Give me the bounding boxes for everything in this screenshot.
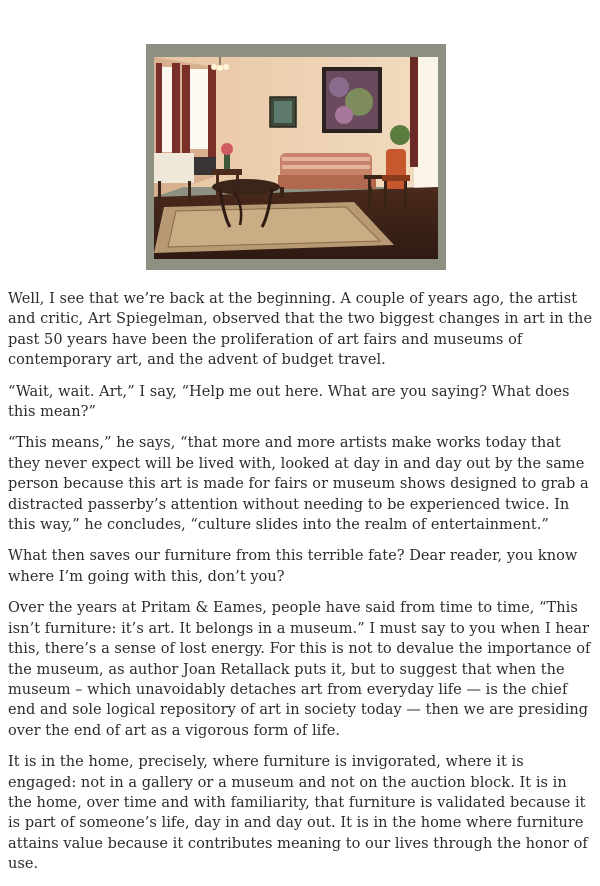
paragraph-3: “This means,” he says, “that more and more artists make works today that they never expect will be lived with, looked at day in and day out by the same person because this art is made for fairs or museum shows designed to grab a distracted passerby’s attention without needing to be experienced twice. In this way,” he concludes, “culture slides into the realm of entertainment.”: [8, 435, 589, 534]
paragraph-5: Over the years at Pritam & Eames, people have said from time to time, “This isn’t furniture: it’s art. It belongs in a museum.” I must say to you when I hear this, there’s a sense of lost energy. For this is not to devalue the importance of the museum, as author Joan Retallack puts it, but to suggest that when the museum – which unavoidably detaches art from everyday life — is the chief end and sole logical repository of art in society today — then we are presiding over the end of art as a vigorous form of life.: [8, 600, 591, 739]
paragraph-4: What then saves our furniture from this terrible fate? Dear reader, you know where I’m going with this, don’t you?: [8, 548, 578, 585]
article-body: [8, 289, 594, 886]
living-room-photo: [154, 57, 438, 259]
paragraph-2: “Wait, wait. Art,” I say, “Help me out here. What are you saying? What does this mean?”: [8, 383, 570, 421]
paragraph-1: Well, I see that we’re back at the beginning. A couple of years ago, the artist and critic, Art Spiegelman, observed that the two biggest changes in art in the past 50 years have been the proliferation of art fairs and museums of contemporary art, and the advent of budget travel.: [8, 291, 593, 369]
photo-frame: [146, 44, 446, 270]
paragraph-6: It is in the home, precisely, where furniture is invigorated, where it is engaged: not in a gallery or a museum and not on the auction block. It is in the home, over time and with familiarity, that furniture is validated because it is part of someone’s life, day in and day out. It is in the home where furniture attains value because it contributes meaning to our lives through the honor of use.: [8, 754, 588, 873]
